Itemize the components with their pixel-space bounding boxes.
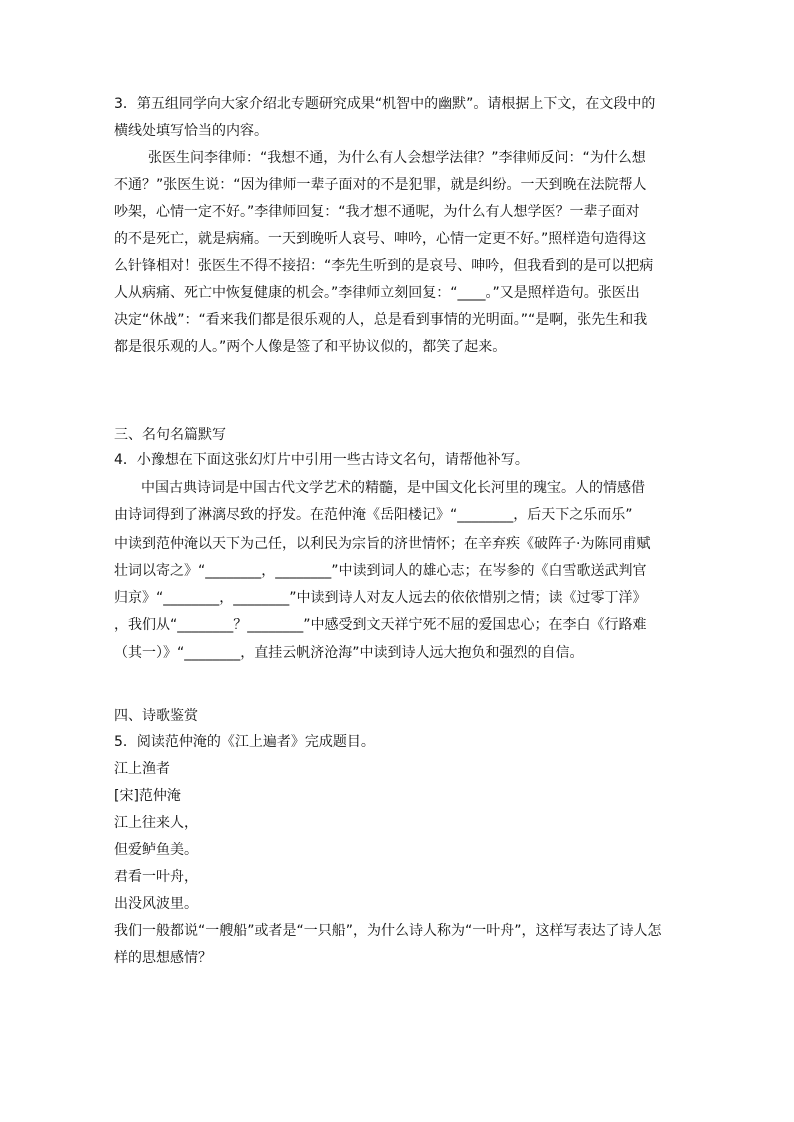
q4-passage-line-6: ，我们从“________？________”中感受到文天祥宁死不屈的爱国忠心；在李白《行路难	[114, 617, 647, 633]
q3-passage-line-6: 人从病痛、死亡中恢复健康的机会。”李律师立刻回复：“____。”又是照样造句。张医出	[114, 285, 640, 301]
q3-line-1: 3．第五组同学向大家介绍北专题研究成果“机智中的幽默”。请根据上下文，在文段中的	[114, 96, 656, 112]
q4-passage-line-5: 归京》“________，________”中读到诗人对友人远去的依依惜别之情；读《过零丁洋》	[114, 590, 647, 606]
q4-passage-line-3: 中读到范仲淹以天下为己任，以利民为宗旨的济世情怀；在辛弃疾《破阵子·为陈同甫赋	[114, 536, 651, 552]
q5-prompt-line-1: 我们一般都说“一艘船”或者是“一只船”，为什么诗人称为“一叶舟”，这样写表达了诗人怎	[114, 923, 662, 939]
q4-passage-line-4: 壮词以寄之》“________，________”中读到词人的雄心志；在岑参的《白雪歌送武判官	[114, 563, 647, 579]
poem-title: 江上渔者	[114, 761, 170, 777]
q5-question: 5．阅读范仲淹的《江上遍者》完成题目。	[114, 734, 375, 750]
q4-passage-line-7: （其一）》“________，直挂云帆济沧海”中读到诗人远大抱负和强烈的自信。	[114, 645, 584, 661]
q3-passage-line-2: 不通？”张医生说：“因为律师一辈子面对的不是犯罪，就是纠纷。一天到晚在法院帮人	[114, 177, 647, 193]
section-title-3: 三、名句名篇默写	[114, 427, 226, 443]
poem-line-1: 江上往来人，	[114, 815, 198, 831]
section-title-4: 四、诗歌鉴赏	[114, 708, 198, 724]
q3-passage-line-5: 么针锋相对！张医生不得不接招：“李先生听到的是哀号、呻吟，但我看到的是可以把病	[114, 258, 654, 274]
q3-passage-line-7: 决定“休战”：“看来我们都是很乐观的人，总是看到事情的光明面。”“是啊，张先生和我	[114, 312, 648, 328]
poem-author: [宋]范仲淹	[114, 788, 181, 804]
q3-passage-line-8: 都是很乐观的人。”两个人像是签了和平协议似的，都笑了起来。	[114, 339, 507, 355]
q3-line-2: 横线处填写恰当的内容。	[114, 123, 268, 139]
q4-passage-line-2: 由诗词得到了淋漓尽致的抒发。在范仲淹《岳阳楼记》“________，后天下之乐而乐”	[114, 507, 633, 523]
poem-line-4: 出没风波里。	[114, 896, 198, 912]
poem-line-3: 君看一叶舟，	[114, 869, 198, 885]
poem-line-2: 但爱鲈鱼美。	[114, 842, 198, 858]
q3-passage-line-4: 的不是死亡，就是病痛。一天到晚听人哀号、呻吟，心情一定更不好。”照样造句造得这	[114, 231, 647, 247]
q3-passage-line-1: 张医生问李律师：“我想不通，为什么有人会想学法律？”李律师反问：“为什么想	[148, 150, 646, 166]
q4-question: 4．小豫想在下面这张幻灯片中引用一些古诗文名句，请帮他补写。	[114, 452, 529, 468]
q3-passage-line-3: 吵架，心情一定不好。”李律师回复：“我才想不通呢，为什么有人想学医？一辈子面对	[114, 204, 640, 220]
q4-passage-line-1: 中国古典诗词是中国古代文学艺术的精髓，是中国文化长河里的瑰宝。人的情感借	[141, 480, 645, 496]
q5-prompt-line-2: 样的思想感情？	[114, 950, 212, 966]
